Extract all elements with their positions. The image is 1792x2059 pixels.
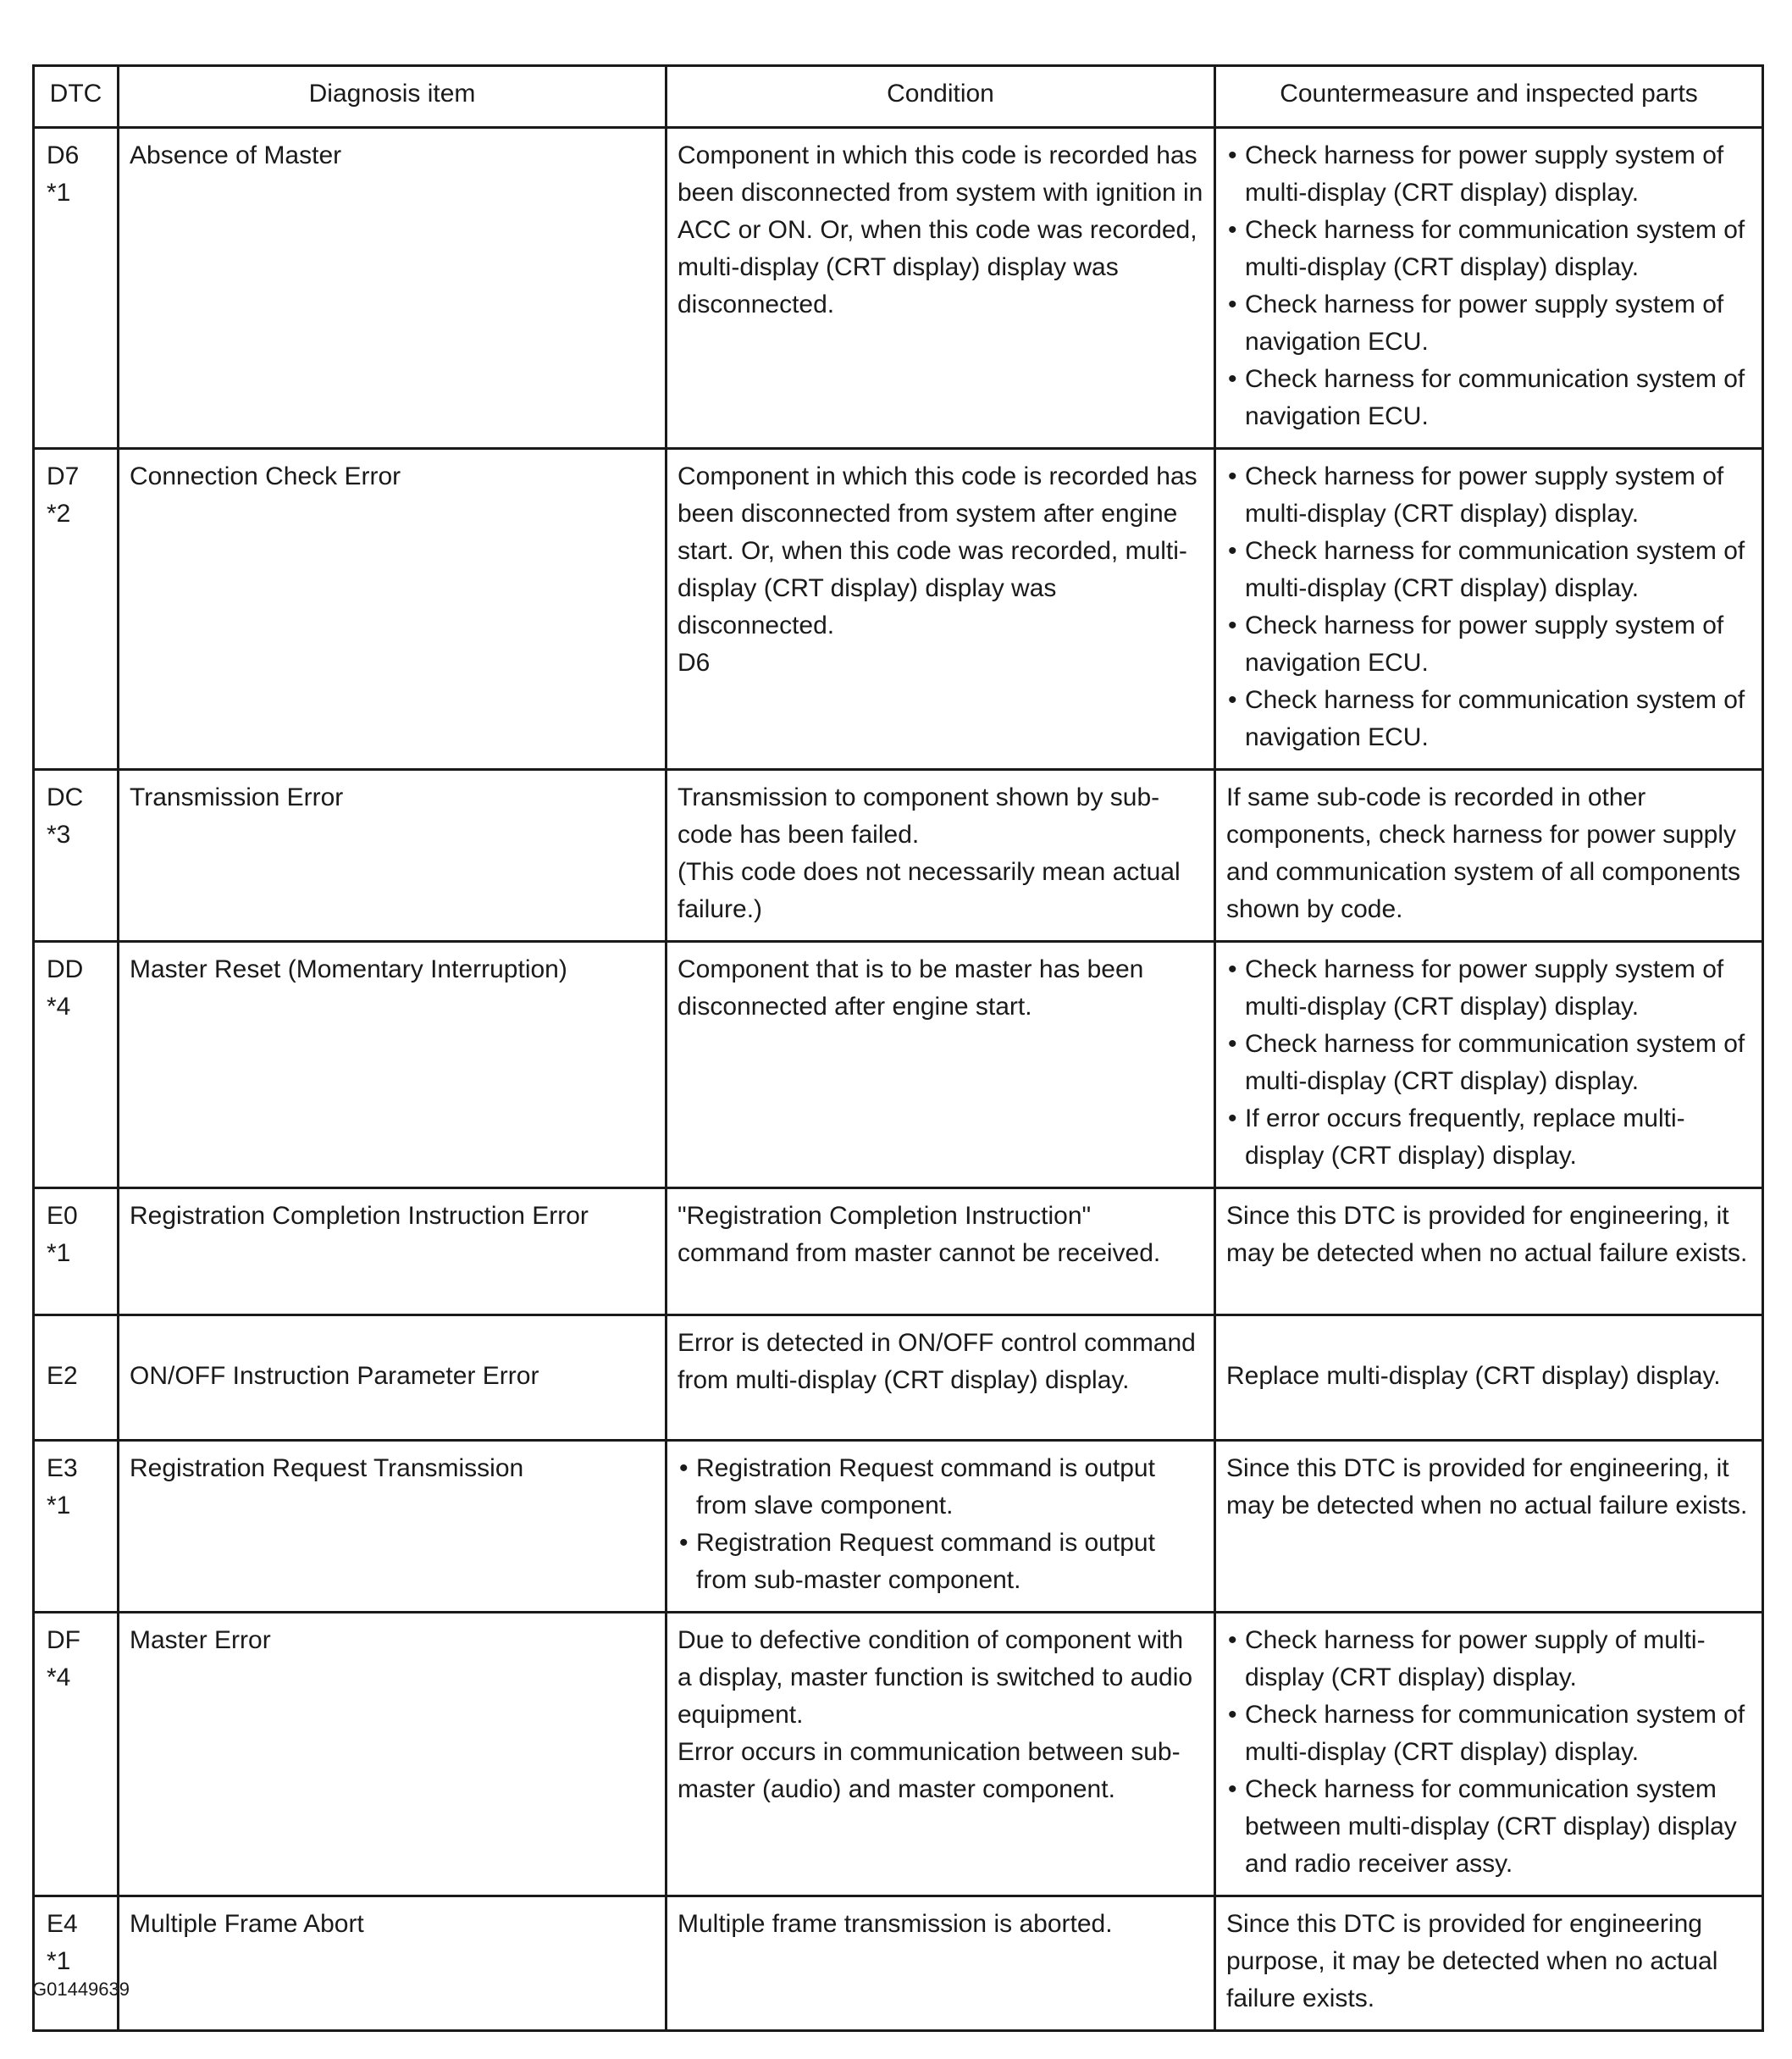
- dtc-code: DF: [47, 1626, 80, 1654]
- condition-text: Component in which this code is recorded has been disconnected from system with ignition in ACC or ON. Or, when this code was recorded, multi-display (CRT display) display was disconnected.: [678, 141, 1203, 318]
- countermeasure-item: • Check harness for power supply system of multi-display (CRT display) display.: [1226, 951, 1751, 1026]
- condition-text: Component in which this code is recorded has been disconnected from system after engine start. Or, when this code was recorded, multi-display (CRT display) display was disconnected.: [678, 462, 1197, 639]
- countermeasure-item: • Check harness for communication system of multi-display (CRT display) display.: [1226, 1026, 1751, 1100]
- countermeasure-cell: [1215, 770, 1763, 942]
- countermeasure-item: • Check harness for communication system between multi-display (CRT display) display and radio receiver assy.: [1226, 1771, 1751, 1883]
- condition-text: Transmission to component shown by sub-code has been failed.: [678, 783, 1160, 849]
- diagnosis-item: Absence of Master: [119, 128, 666, 449]
- condition-text: Multiple frame transmission is aborted.: [678, 1910, 1113, 1938]
- dtc-cell: [34, 1613, 119, 1896]
- dtc-note: *4: [47, 1663, 71, 1691]
- countermeasure-cell: [1215, 1441, 1763, 1613]
- condition-text: Due to defective condition of component with a display, master function is switched to audio equipment.: [678, 1626, 1193, 1729]
- countermeasure-item: • Check harness for power supply system of navigation ECU.: [1226, 607, 1751, 682]
- countermeasure-cell: [1215, 449, 1763, 770]
- condition-text: Error occurs in communication between sub-master (audio) and master component.: [678, 1738, 1181, 1803]
- countermeasure-cell: [1215, 1188, 1763, 1315]
- header-condition: Condition: [666, 66, 1215, 128]
- dtc-note: *4: [47, 993, 71, 1021]
- countermeasure-cell: [1215, 1613, 1763, 1896]
- dtc-code: DC: [47, 783, 84, 811]
- condition-text: Component that is to be master has been disconnected after engine start.: [678, 955, 1144, 1021]
- condition-text: (This code does not necessarily mean actual failure.): [678, 858, 1181, 923]
- dtc-code: E2: [47, 1361, 78, 1390]
- countermeasure-text: If same sub-code is recorded in other components, check harness for power supply and communication system of all components shown by code.: [1226, 783, 1740, 923]
- countermeasure-item: • Check harness for communication system of navigation ECU.: [1226, 361, 1751, 435]
- dtc-cell: [34, 942, 119, 1188]
- dtc-code: D6: [47, 141, 80, 169]
- diagnosis-item: Registration Completion Instruction Error: [119, 1188, 666, 1315]
- table-row: [34, 942, 1763, 1188]
- header-dtc: DTC: [34, 66, 119, 128]
- countermeasure-item: • Check harness for power supply system of navigation ECU.: [1226, 286, 1751, 361]
- countermeasure-item: • Check harness for communication system of multi-display (CRT display) display.: [1226, 212, 1751, 286]
- dtc-code: E3: [47, 1454, 78, 1482]
- dtc-note: *1: [47, 1947, 71, 1975]
- condition-item: • Registration Request command is output from sub-master component.: [678, 1525, 1203, 1599]
- dtc-note: *1: [47, 1492, 71, 1519]
- condition-cell: [666, 770, 1215, 942]
- condition-text: D6: [678, 649, 711, 677]
- header-row: [34, 66, 1763, 128]
- countermeasure-cell: [1215, 1896, 1763, 2031]
- diagnosis-item: ON/OFF Instruction Parameter Error: [119, 1315, 666, 1441]
- dtc-code: E4: [47, 1910, 78, 1938]
- dtc-note: *2: [47, 500, 71, 528]
- condition-cell: [666, 942, 1215, 1188]
- countermeasure-item: • Check harness for power supply system of multi-display (CRT display) display.: [1226, 137, 1751, 212]
- countermeasure-item: • Check harness for communication system of navigation ECU.: [1226, 682, 1751, 756]
- table-row: [34, 1188, 1763, 1315]
- diagnosis-item: Connection Check Error: [119, 449, 666, 770]
- diagnosis-item: Master Reset (Momentary Interruption): [119, 942, 666, 1188]
- countermeasure-text: Since this DTC is provided for engineering, it may be detected when no actual failure exists.: [1226, 1454, 1748, 1519]
- diagnosis-item: Registration Request Transmission: [119, 1441, 666, 1613]
- condition-text: "Registration Completion Instruction" command from master cannot be received.: [678, 1202, 1161, 1267]
- diagnosis-item: Master Error: [119, 1613, 666, 1896]
- header-countermeasure: Countermeasure and inspected parts: [1215, 66, 1763, 128]
- dtc-cell: [34, 449, 119, 770]
- dtc-note: *1: [47, 179, 71, 207]
- countermeasure-item: • Check harness for communication system of multi-display (CRT display) display.: [1226, 533, 1751, 607]
- dtc-cell: [34, 770, 119, 942]
- dtc-code: DD: [47, 955, 84, 983]
- table-row: [34, 1315, 1763, 1441]
- countermeasure-cell: [1215, 942, 1763, 1188]
- countermeasure-text: Since this DTC is provided for engineering, it may be detected when no actual failure exists.: [1226, 1202, 1748, 1267]
- countermeasure-text: Since this DTC is provided for engineering purpose, it may be detected when no actual failure exists.: [1226, 1910, 1718, 2012]
- countermeasure-cell: [1215, 1315, 1763, 1441]
- condition-cell: [666, 1613, 1215, 1896]
- diagnosis-item: Transmission Error: [119, 770, 666, 942]
- condition-cell: [666, 1315, 1215, 1441]
- countermeasure-text: Replace multi-display (CRT display) display.: [1226, 1361, 1721, 1390]
- condition-cell: [666, 449, 1215, 770]
- condition-item: • Registration Request command is output from slave component.: [678, 1450, 1203, 1525]
- countermeasure-cell: [1215, 128, 1763, 449]
- dtc-cell: [34, 1315, 119, 1441]
- countermeasure-item: • Check harness for communication system of multi-display (CRT display) display.: [1226, 1696, 1751, 1771]
- table-row: [34, 770, 1763, 942]
- countermeasure-item: • Check harness for power supply system of multi-display (CRT display) display.: [1226, 458, 1751, 533]
- dtc-code: D7: [47, 462, 80, 490]
- condition-cell: [666, 128, 1215, 449]
- dtc-note: *3: [47, 821, 71, 849]
- figure-code: G01449639: [32, 1979, 130, 2000]
- table-row: [34, 1896, 1763, 2031]
- diagnosis-item: Multiple Frame Abort: [119, 1896, 666, 2031]
- dtc-cell: [34, 1188, 119, 1315]
- condition-text: Error is detected in ON/OFF control command from multi-display (CRT display) display.: [678, 1329, 1196, 1394]
- dtc-table: [32, 64, 1764, 2032]
- dtc-code: E0: [47, 1202, 78, 1230]
- table-row: [34, 1613, 1763, 1896]
- dtc-cell: [34, 128, 119, 449]
- table-row: [34, 128, 1763, 449]
- countermeasure-item: • If error occurs frequently, replace multi-display (CRT display) display.: [1226, 1100, 1751, 1175]
- condition-cell: [666, 1896, 1215, 2031]
- condition-cell: [666, 1188, 1215, 1315]
- table-row: [34, 449, 1763, 770]
- condition-cell: [666, 1441, 1215, 1613]
- header-diagnosis-item: Diagnosis item: [119, 66, 666, 128]
- table-row: [34, 1441, 1763, 1613]
- countermeasure-item: • Check harness for power supply of multi-display (CRT display) display.: [1226, 1622, 1751, 1696]
- dtc-cell: [34, 1896, 119, 2031]
- dtc-note: *1: [47, 1239, 71, 1267]
- dtc-cell: [34, 1441, 119, 1613]
